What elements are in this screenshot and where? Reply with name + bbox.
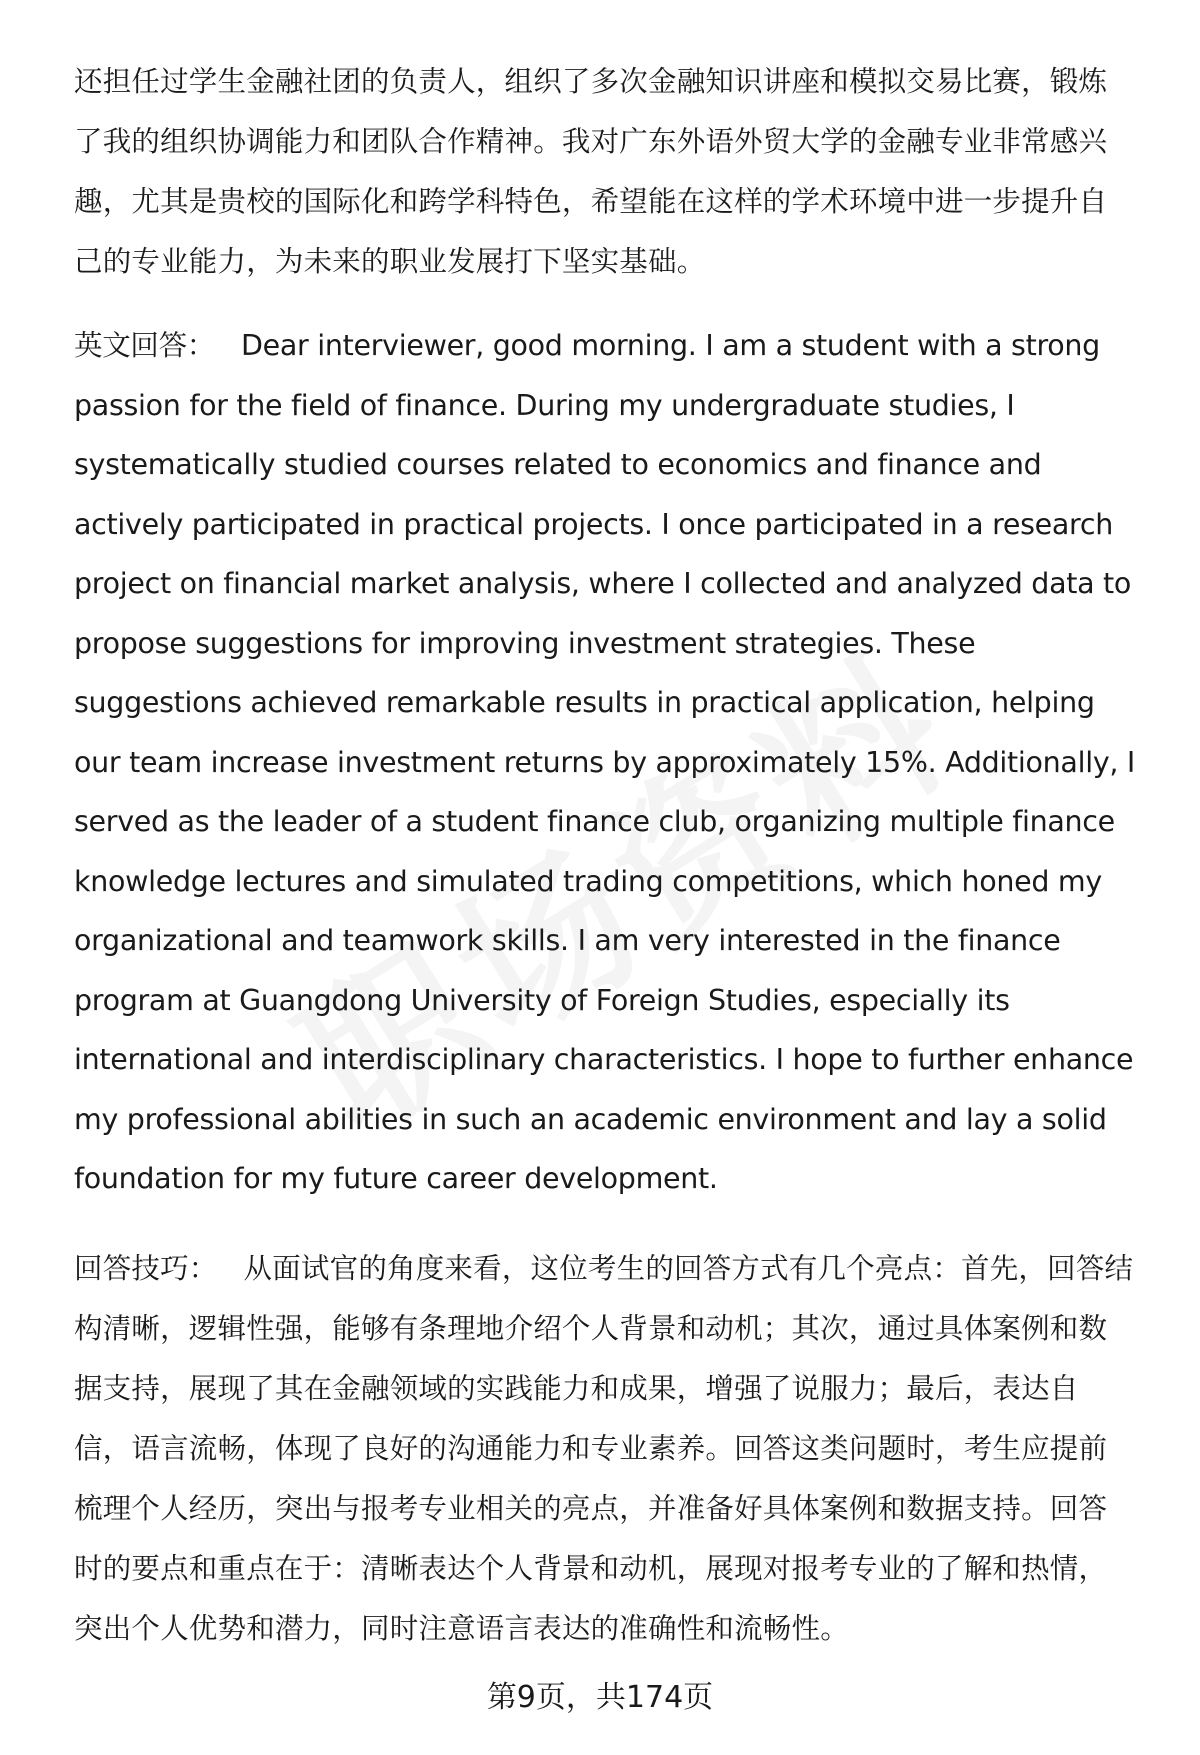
text-line: 信，语言流畅，体现了良好的沟通能力和专业素养。回答这类问题时，考生应提前 xyxy=(74,1432,1108,1465)
paragraph-english-answer xyxy=(74,316,1154,1209)
text-line: our team increase investment returns by approximately 15%. Additionally, I xyxy=(74,745,1136,779)
text-line: 梳理个人经历，突出与报考专业相关的亮点，并准备好具体案例和数据支持。回答 xyxy=(74,1492,1108,1525)
text-line: passion for the field of finance. During my undergraduate studies, I xyxy=(74,388,1015,422)
text-line xyxy=(74,316,1154,376)
text-line: organizational and teamwork skills. I am very interested in the finance xyxy=(74,924,1061,957)
text-line-content: 从面试官的角度来看，这位考生的回答方式有几个亮点：首先，回答结 xyxy=(243,1252,1134,1285)
text-line: 据支持，展现了其在金融领域的实践能力和成果，增强了说服力；最后，表达自 xyxy=(74,1372,1079,1405)
text-line: 还担任过学生金融社团的负责人，组织了多次金融知识讲座和模拟交易比赛，锻炼 xyxy=(74,65,1108,98)
text-line-content: Dear interviewer, good morning. I am a student with a strong xyxy=(241,329,1100,362)
text-line: 了我的组织协调能力和团队合作精神。我对广东外语外贸大学的金融专业非常感兴 xyxy=(74,125,1108,158)
text-line: my professional abilities in such an academic environment and lay a solid xyxy=(74,1102,1107,1136)
text-line: 时的要点和重点在于：清晰表达个人背景和动机，展现对报考专业的了解和热情， xyxy=(74,1552,1108,1585)
paragraph-answer-tips xyxy=(74,1239,1154,1659)
tips-label: 回答技巧： xyxy=(74,1252,218,1285)
text-line: actively participated in practical projects. I once participated in a research xyxy=(74,507,1113,541)
paragraph-chinese-intro xyxy=(74,52,1154,292)
text-line: suggestions achieved remarkable results in practical application, helping xyxy=(74,686,1095,719)
text-line: 趣，尤其是贵校的国际化和跨学科特色，希望能在这样的学术环境中进一步提升自 xyxy=(74,185,1108,218)
text-line: program at Guangdong University of Foreign Studies, especially its xyxy=(74,983,1010,1017)
text-line: systematically studied courses related to economics and finance and xyxy=(74,448,1042,481)
text-line: project on financial market analysis, where I collected and analyzed data to xyxy=(74,567,1132,600)
english-answer-label: 英文回答： xyxy=(74,329,216,362)
text-line: international and interdisciplinary characteristics. I hope to further enhance xyxy=(74,1043,1134,1076)
text-line: 己的专业能力，为未来的职业发展打下坚实基础。 xyxy=(74,245,706,278)
text-line: propose suggestions for improving investment strategies. These xyxy=(74,626,976,660)
text-line: knowledge lectures and simulated trading competitions, which honed my xyxy=(74,864,1102,898)
text-line xyxy=(74,1239,1154,1299)
text-line: served as the leader of a student finance club, organizing multiple finance xyxy=(74,805,1115,838)
text-line: 突出个人优势和潜力，同时注意语言表达的准确性和流畅性。 xyxy=(74,1612,849,1645)
page-number: 第9页，共174页 xyxy=(486,1680,714,1715)
text-line: 构清晰，逻辑性强，能够有条理地介绍个人背景和动机；其次，通过具体案例和数 xyxy=(74,1312,1108,1345)
text-line: foundation for my future career development. xyxy=(74,1162,718,1195)
